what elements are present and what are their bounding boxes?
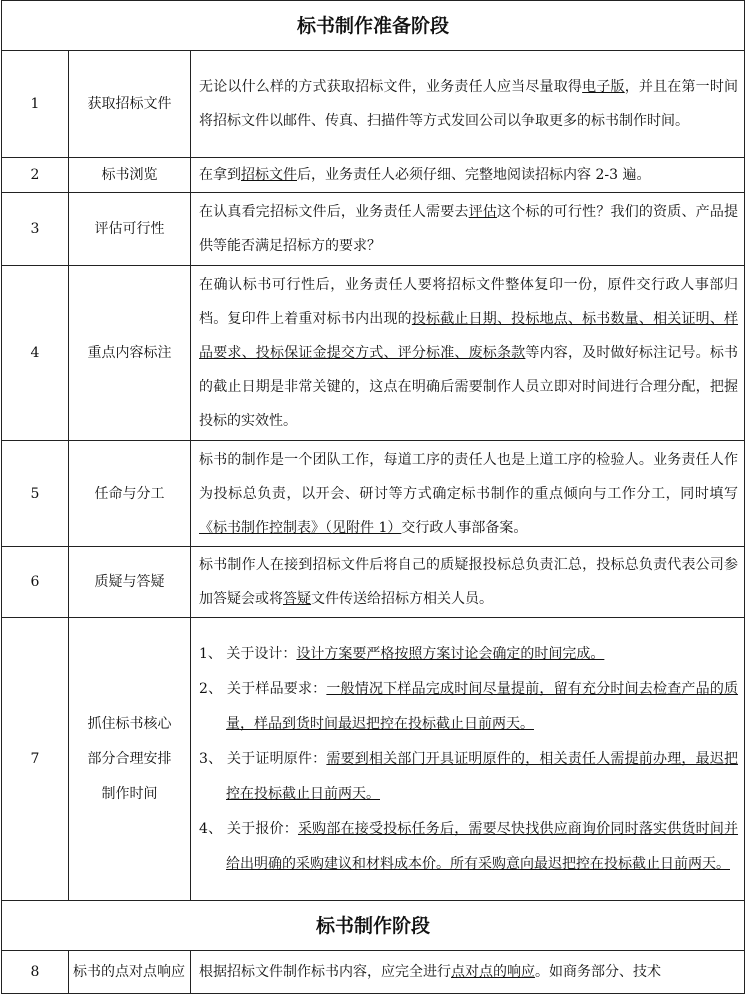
underlined-text: 招标文件 <box>241 167 297 183</box>
step-name: 标书的点对点响应 <box>69 951 191 994</box>
row-number: 3 <box>2 193 69 266</box>
text-run: 。如商务部分、技术 <box>535 964 661 980</box>
step-description-list <box>191 618 745 901</box>
text-run: 在拿到 <box>199 167 241 183</box>
text-run: ，并且在第一时间将招标文件以邮件、传真、扫描件等方式发回公司以争取更多的标书制作时间。 <box>199 79 739 129</box>
list-item-prefix: 4、 关于报价： <box>199 820 298 837</box>
underlined-text: 点对点的响应 <box>451 964 535 980</box>
step-name: 任命与分工 <box>69 441 191 547</box>
row-number: 6 <box>2 547 69 618</box>
text-run: 后，业务责任人必须仔细、完整地阅读招标内容 2-3 遍。 <box>297 167 651 183</box>
list-item-text: 设计方案要严格按照方案讨论会确定的时间完成。 <box>296 645 605 662</box>
list-item <box>199 672 738 742</box>
list-item <box>199 742 738 812</box>
text-run: 在确认标书可行性后，业务责任人要将招标文件整体复印一份，原件交行政人事部归档。复印件上着重对标书内出现的 <box>199 277 739 327</box>
step-name-text: 抓住标书核心部分合理安排制作时间 <box>87 715 172 802</box>
step-name: 重点内容标注 <box>69 266 191 441</box>
text-run: 文件传送给招标方相关人员。 <box>311 591 493 607</box>
step-name: 标书浏览 <box>69 158 191 193</box>
bid-process-table <box>1 0 745 994</box>
text-run: 根据招标文件制作标书内容，应完全进行 <box>199 964 451 980</box>
text-run: 等内容，及时做好标注记号。标书的截止日期是非常关键的，这点在明确后需要制作人员立即对时间进行合理分配，把握投标的实效性。 <box>199 345 739 429</box>
list-item <box>199 812 738 882</box>
step-description <box>191 951 745 994</box>
step-name: 质疑与答疑 <box>69 547 191 618</box>
step-description <box>191 266 745 441</box>
step-name: 评估可行性 <box>69 193 191 266</box>
row-number: 5 <box>2 441 69 547</box>
step-description <box>191 51 745 158</box>
text-run: 在认真看完招标文件后，业务责任人需要去 <box>199 204 469 220</box>
list-item-text: 采购部在接受投标任务后，需要尽快找供应商询价同时落实供货时间并给出明确的采购建议和材料成本价。所有采购意向最迟把控在投标截止日前两天。 <box>226 820 739 872</box>
list-item <box>199 637 738 672</box>
section-title-preparation: 标书制作准备阶段 <box>2 1 745 51</box>
underlined-text: 答疑 <box>283 591 311 607</box>
step-description <box>191 547 745 618</box>
text-run: 这个标的可行性？我们的资质、产品提供等能否满足招标方的要求？ <box>199 204 739 254</box>
step-description <box>191 441 745 547</box>
row-number: 8 <box>2 951 69 994</box>
step-description <box>191 193 745 266</box>
underlined-text: 投标截止日期、投标地点、标书数量、相关证明、样品要求、投标保证金提交方式、评分标准、废标条款 <box>199 311 739 361</box>
row-number: 1 <box>2 51 69 158</box>
list-item-text: 需要到相关部门开具证明原件的，相关责任人需提前办理，最迟把控在投标截止日前两天。 <box>226 750 739 802</box>
list-item-prefix: 2、 关于样品要求： <box>199 680 327 697</box>
step-name <box>69 618 191 901</box>
section-title-production: 标书制作阶段 <box>2 901 745 951</box>
list-item-text: 一般情况下样品完成时间尽量提前，留有充分时间去检查产品的质量，样品到货时间最迟把控在投标截止日前两天。 <box>226 680 739 732</box>
text-run: 无论以什么样的方式获取招标文件，业务责任人应当尽量取得 <box>199 79 583 95</box>
list-item-prefix: 3、 关于证明原件： <box>199 750 327 767</box>
underlined-text: 《标书制作控制表》（见附件 1） <box>199 519 402 536</box>
row-number: 2 <box>2 158 69 193</box>
step-name: 获取招标文件 <box>69 51 191 158</box>
underlined-text: 电子版 <box>582 79 625 95</box>
text-run: 标书制作人在接到招标文件后将自己的质疑报投标总负责汇总，投标总负责代表公司参加答疑会或将 <box>199 557 739 607</box>
step-description <box>191 158 745 193</box>
row-number: 4 <box>2 266 69 441</box>
list-item-prefix: 1、 关于设计： <box>199 645 297 662</box>
underlined-text: 评估 <box>468 204 497 220</box>
text-run: 标书的制作是一个团队工作，每道工序的责任人也是上道工序的检验人。业务责任人作为投标总负责，以开会、研讨等方式确定标书制作的重点倾向与工作分工，同时填写 <box>199 451 739 502</box>
row-number: 7 <box>2 618 69 901</box>
text-run: 交行政人事部备案。 <box>401 519 528 536</box>
